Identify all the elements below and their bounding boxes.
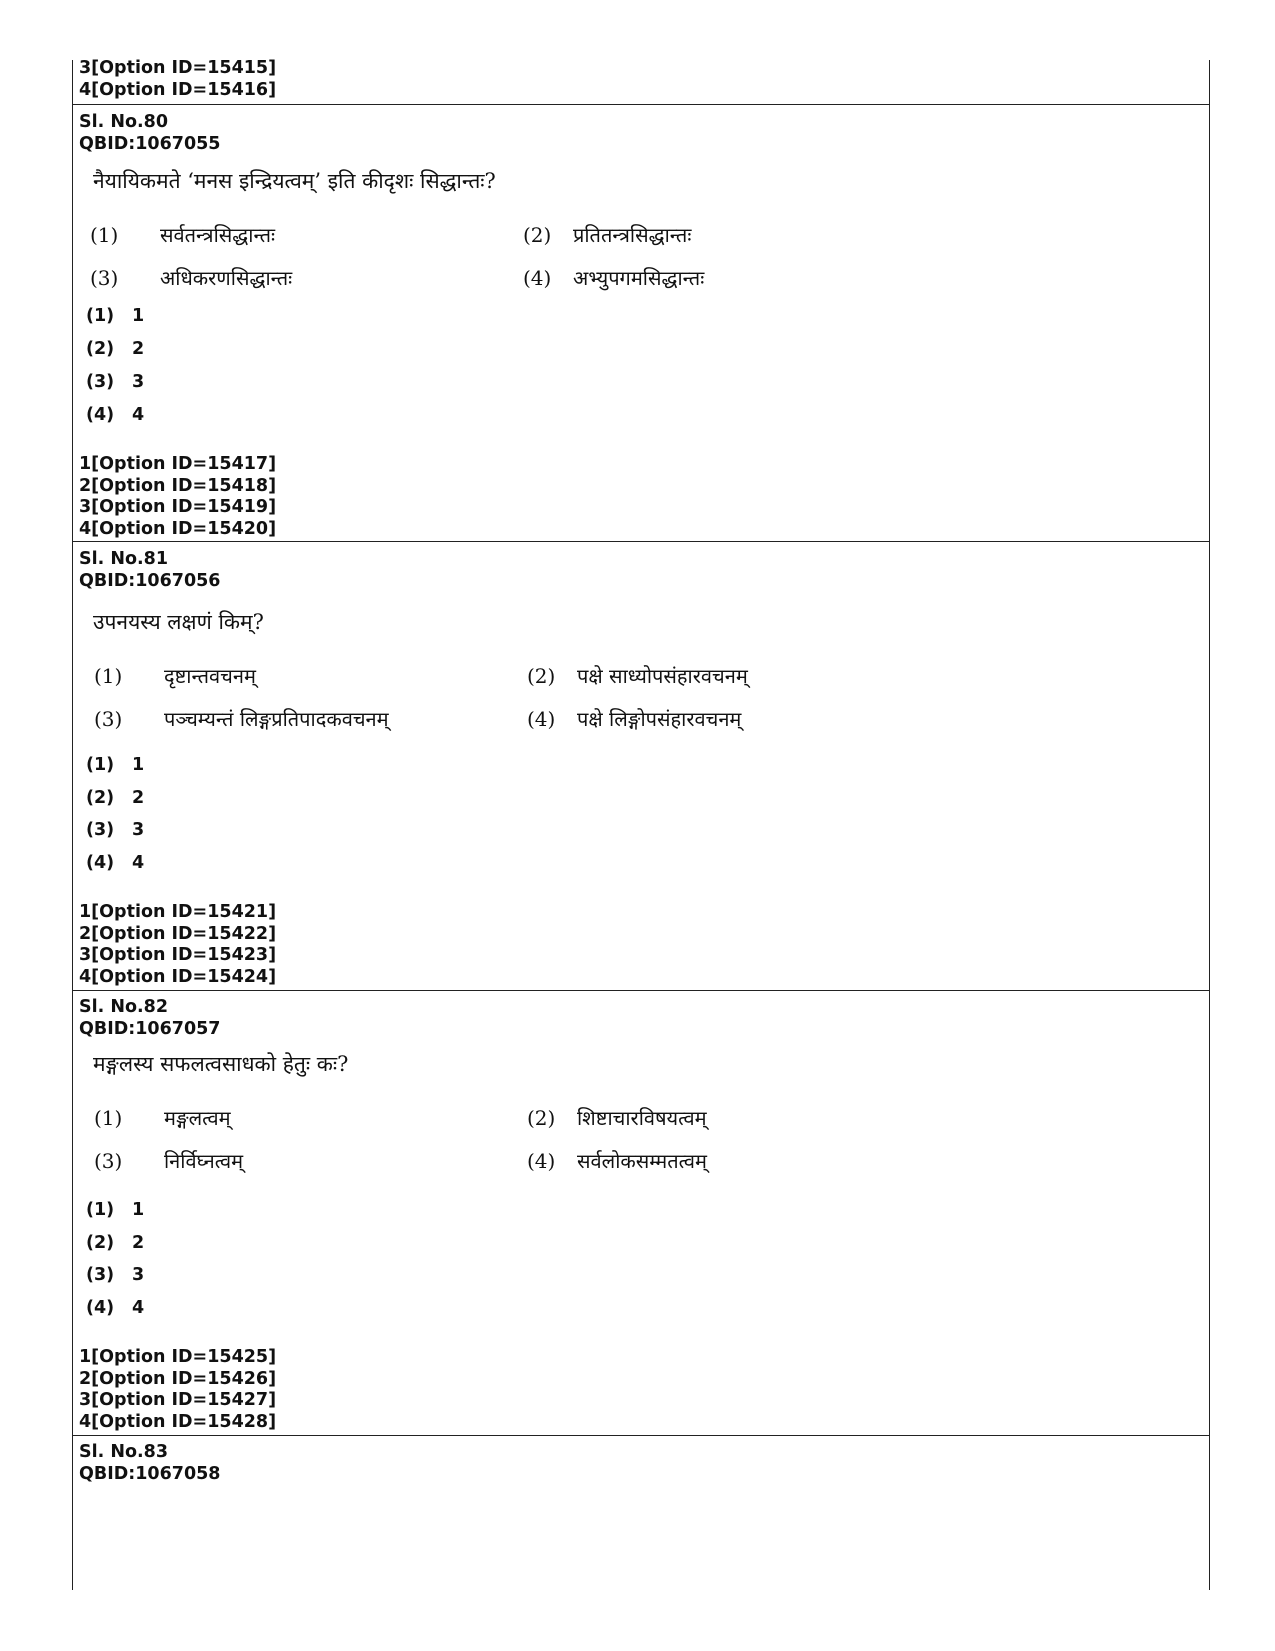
choice: (1) मङ्गलत्वम् <box>94 1106 231 1130</box>
carryover-option-ids <box>79 58 276 101</box>
option-id-line: 4[Option ID=15420] <box>79 518 277 539</box>
choice: (3) निर्विघ्नत्वम् <box>94 1149 244 1173</box>
question-text: मङ्गलस्य सफलत्वसाधको हेतुः कः? <box>93 1052 349 1076</box>
option-id-line: 4[Option ID=15424] <box>79 966 277 987</box>
option-id-line: 4[Option ID=15428] <box>79 1411 277 1432</box>
question-text: उपनयस्य लक्षणं किम्? <box>93 610 264 634</box>
option-id-line: 3[Option ID=15427] <box>79 1390 277 1410</box>
choice: (4) सर्वलोकसम्मतत्वम् <box>527 1149 707 1173</box>
question-header <box>79 1442 221 1485</box>
answer-option: (2) 2 <box>86 1233 145 1253</box>
serial-number: Sl. No.81 <box>79 549 169 569</box>
choice: (2) पक्षे साध्योपसंहारवचनम् <box>527 664 748 688</box>
answer-option: (2) 2 <box>86 339 145 359</box>
serial-number: Sl. No.83 <box>79 1442 169 1462</box>
choice: (4) पक्षे लिङ्गोपसंहारवचनम् <box>527 707 742 731</box>
option-ids <box>79 1347 276 1433</box>
answer-option: (4) 4 <box>86 853 145 873</box>
option-id-line: 3[Option ID=15423] <box>79 945 277 965</box>
choice: (3) अधिकरणसिद्धान्तः <box>90 266 293 290</box>
question-text: नैयायिकमते ‘मनस इन्द्रियत्वम्’ इति कीदृशः सिद्धान्तः? <box>93 169 496 193</box>
choice: (1) दृष्टान्तवचनम् <box>94 664 256 688</box>
option-id-line: 2[Option ID=15418] <box>79 475 277 496</box>
option-ids <box>79 454 276 540</box>
option-id-line: 1[Option ID=15425] <box>79 1347 277 1367</box>
question-header <box>79 997 221 1040</box>
answer-option: (3) 3 <box>86 372 145 392</box>
qbid: QBID:1067056 <box>79 570 221 591</box>
divider <box>72 104 1210 105</box>
choice: (2) शिष्टाचारविषयत्वम् <box>527 1106 707 1130</box>
option-id-line: 2[Option ID=15422] <box>79 923 277 944</box>
option-ids <box>79 902 276 988</box>
qbid: QBID:1067058 <box>79 1463 221 1484</box>
serial-number: Sl. No.82 <box>79 997 169 1017</box>
option-id-line: 1[Option ID=15421] <box>79 902 277 922</box>
answer-option: (3) 3 <box>86 1265 145 1285</box>
option-id-line: 4[Option ID=15416] <box>79 79 277 100</box>
answer-option: (4) 4 <box>86 1298 145 1318</box>
answer-option: (4) 4 <box>86 405 145 425</box>
choice: (4) अभ्युपगमसिद्धान्तः <box>523 266 705 290</box>
divider <box>72 990 1210 991</box>
option-id-line: 3[Option ID=15415] <box>79 58 277 78</box>
qbid: QBID:1067057 <box>79 1018 221 1039</box>
answer-option: (2) 2 <box>86 788 145 808</box>
option-id-line: 3[Option ID=15419] <box>79 497 277 517</box>
question-header <box>79 112 221 155</box>
question-header <box>79 549 221 592</box>
divider <box>72 1435 1210 1436</box>
choice: (3) पञ्चम्यन्तं लिङ्गप्रतिपादकवचनम् <box>94 707 389 731</box>
answer-option: (3) 3 <box>86 820 145 840</box>
serial-number: Sl. No.80 <box>79 112 169 132</box>
choice: (2) प्रतितन्त्रसिद्धान्तः <box>523 223 692 247</box>
choice: (1) सर्वतन्त्रसिद्धान्तः <box>90 223 276 247</box>
option-id-line: 2[Option ID=15426] <box>79 1368 277 1389</box>
answer-option: (1) 1 <box>86 1200 145 1220</box>
divider <box>72 541 1210 542</box>
qbid: QBID:1067055 <box>79 133 221 154</box>
option-id-line: 1[Option ID=15417] <box>79 454 277 474</box>
answer-option: (1) 1 <box>86 306 145 326</box>
answer-option: (1) 1 <box>86 755 145 775</box>
